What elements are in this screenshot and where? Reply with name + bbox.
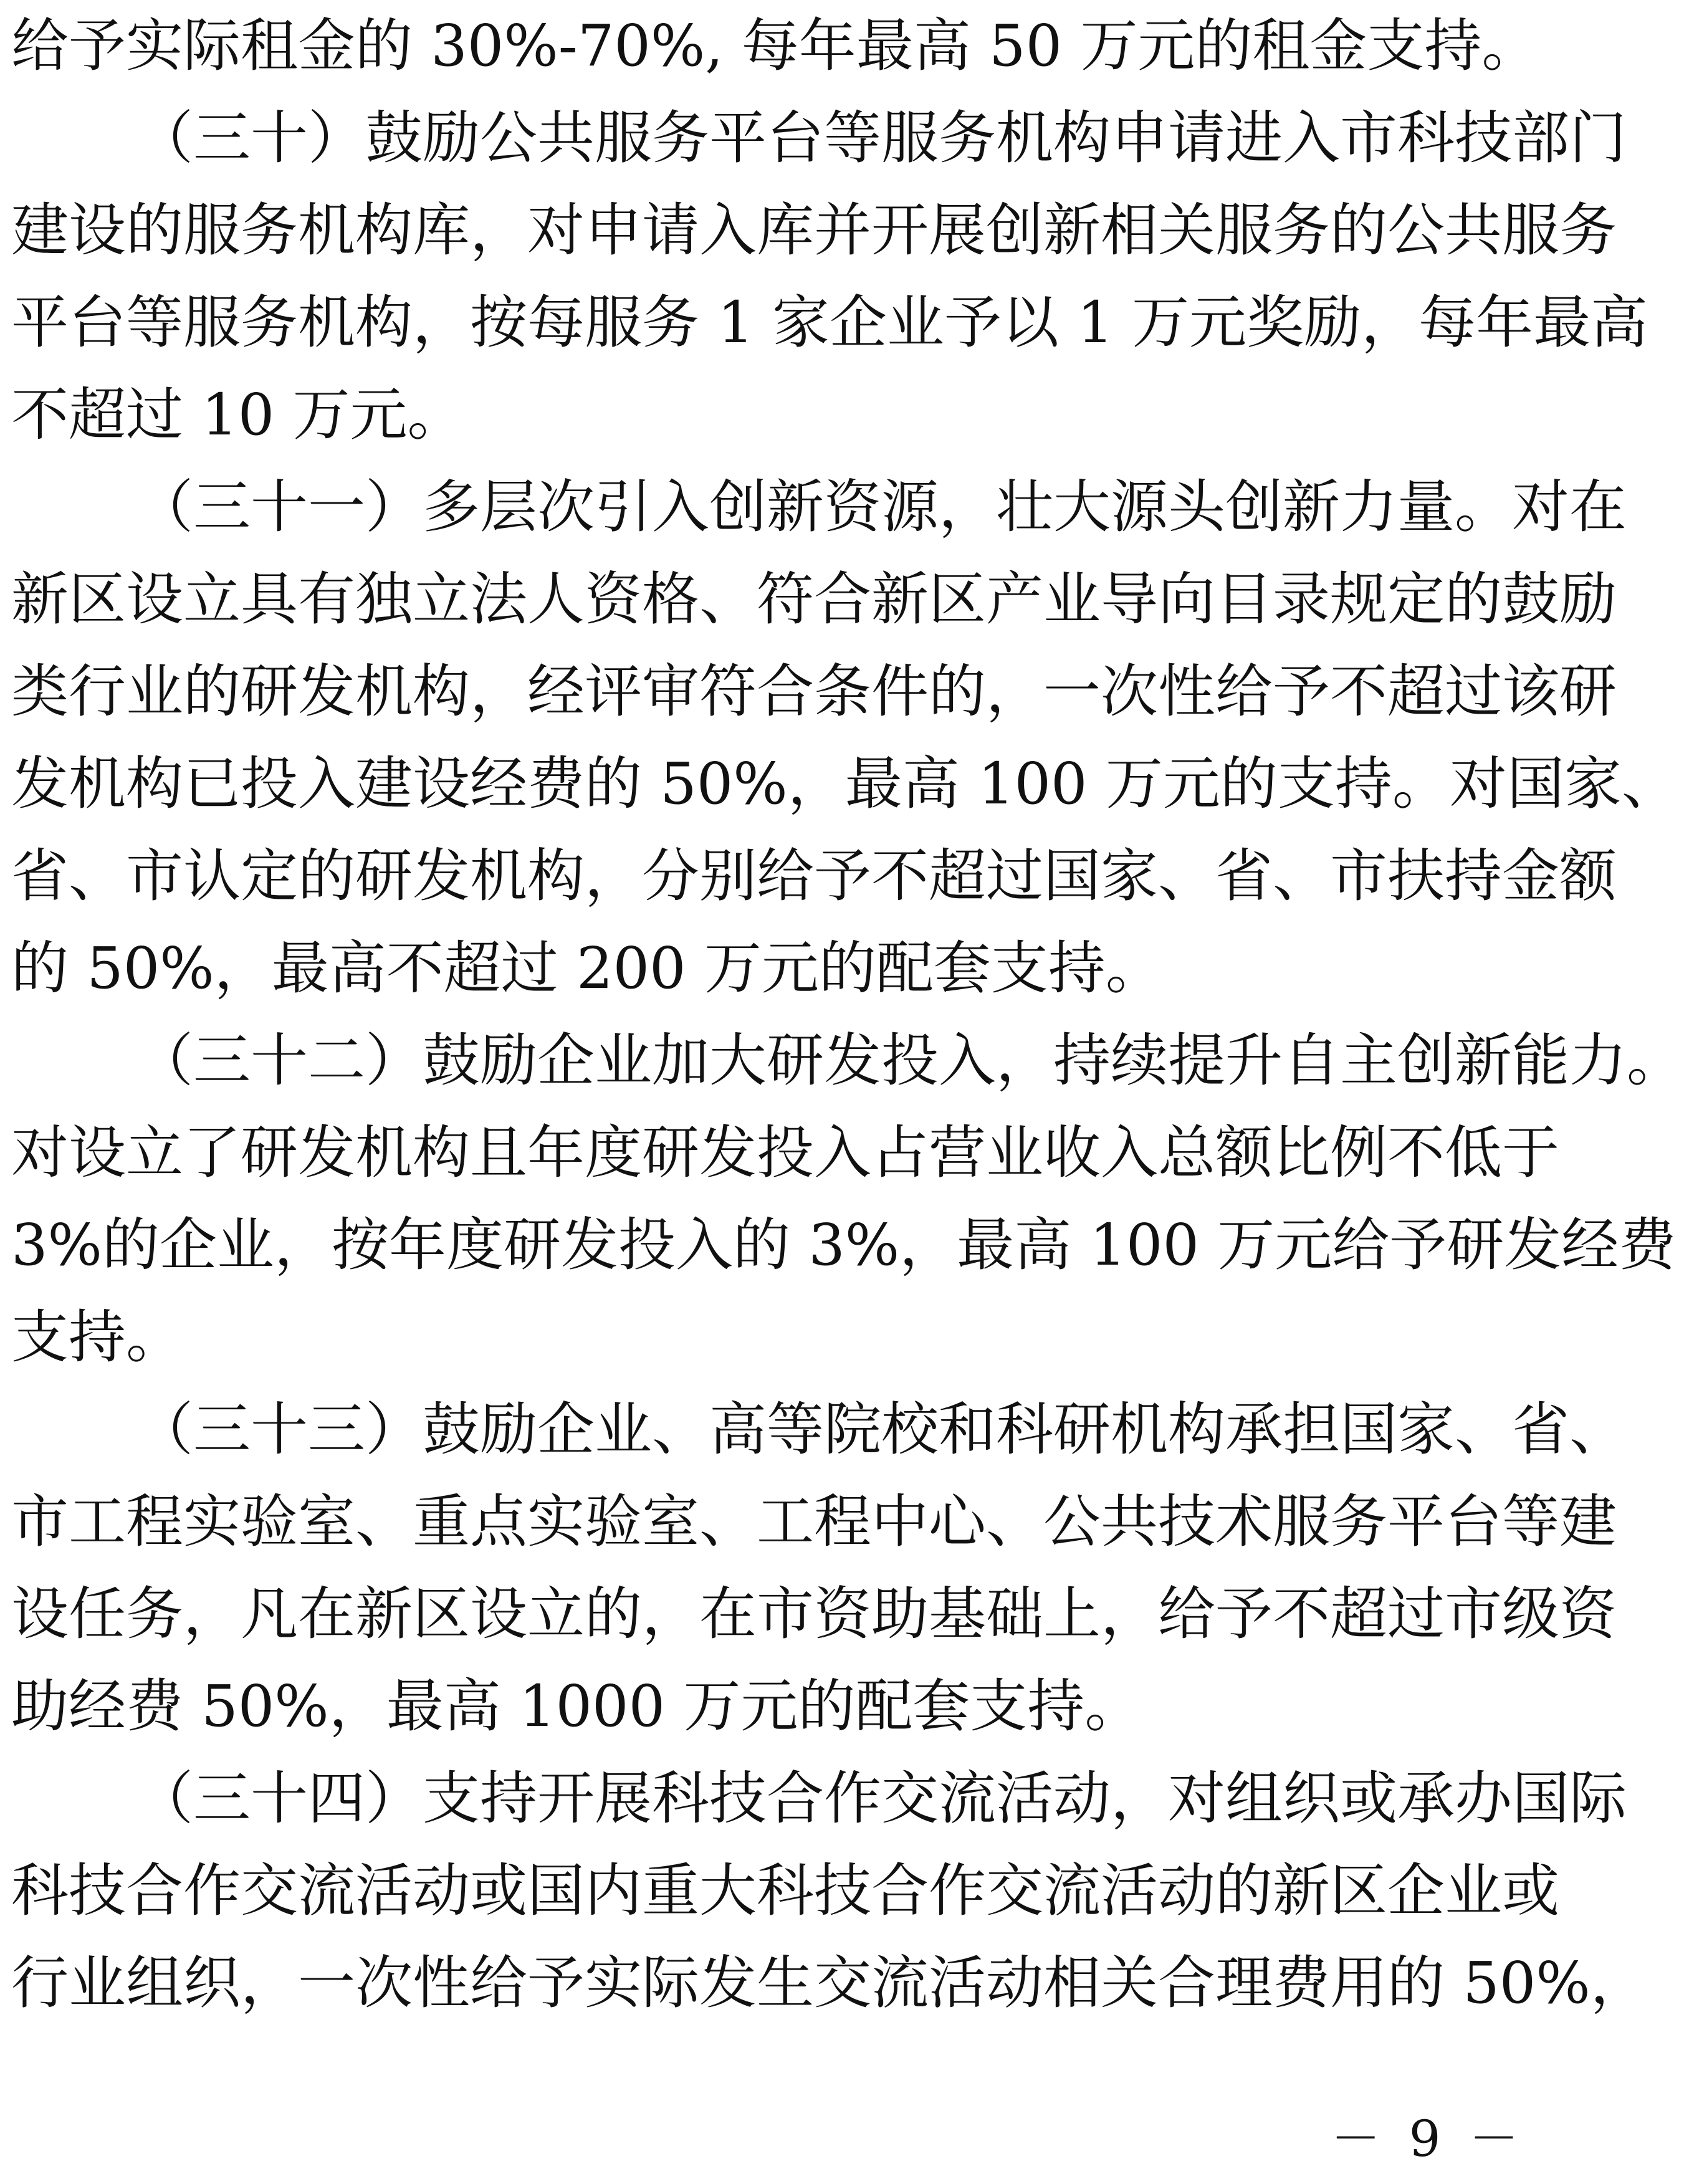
body-line: （三十三）鼓励企业、高等院校和科研机构承担国家、省、 — [136, 1396, 1627, 1463]
page-number: － 9 － — [1331, 2110, 1525, 2168]
body-line: 助经费 50%，最高 1000 万元的配套支持。 — [11, 1673, 1142, 1740]
body-line: 设任务，凡在新区设立的，在市资助基础上，给予不超过市级资 — [11, 1581, 1617, 1647]
body-line: （三十二）鼓励企业加大研发投入，持续提升自主创新能力。 — [136, 1027, 1684, 1094]
body-line: 科技合作交流活动或国内重大科技合作交流活动的新区企业或 — [11, 1857, 1560, 1924]
body-line: （三十四）支持开展科技合作交流活动，对组织或承办国际 — [136, 1765, 1627, 1832]
body-line: （三十一）多层次引入创新资源，壮大源头创新力量。对在 — [136, 474, 1627, 540]
body-line: 建设的服务机构库，对申请入库并开展创新相关服务的公共服务 — [11, 197, 1617, 264]
body-line: 发机构已投入建设经费的 50%，最高 100 万元的支持。对国家、 — [11, 750, 1679, 817]
body-line: 3%的企业，按年度研发投入的 3%，最高 100 万元给予研发经费 — [11, 1212, 1677, 1278]
body-line: 对设立了研发机构且年度研发投入占营业收入总额比例不低于 — [11, 1119, 1560, 1186]
body-line: 给予实际租金的 30%-70%, 每年最高 50 万元的租金支持。 — [11, 12, 1539, 79]
document-body — [11, 0, 1684, 2029]
body-line: 市工程实验室、重点实验室、工程中心、公共技术服务平台等建 — [11, 1488, 1617, 1555]
body-line: 支持。 — [11, 1304, 184, 1371]
body-line: 类行业的研发机构，经评审符合条件的，一次性给予不超过该研 — [11, 658, 1617, 725]
body-line: （三十）鼓励公共服务平台等服务机构申请进入市科技部门 — [136, 105, 1627, 171]
body-line: 平台等服务机构，按每服务 1 家企业予以 1 万元奖励，每年最高 — [11, 289, 1648, 356]
body-line: 省、市认定的研发机构，分别给予不超过国家、省、市扶持金额 — [11, 843, 1617, 909]
body-line: 行业组织，一次性给予实际发生交流活动相关合理费用的 50%， — [11, 1950, 1648, 2016]
body-line: 新区设立具有独立法人资格、符合新区产业导向目录规定的鼓励 — [11, 566, 1617, 633]
body-line: 的 50%，最高不超过 200 万元的配套支持。 — [11, 935, 1163, 1002]
body-line: 不超过 10 万元。 — [11, 381, 465, 448]
